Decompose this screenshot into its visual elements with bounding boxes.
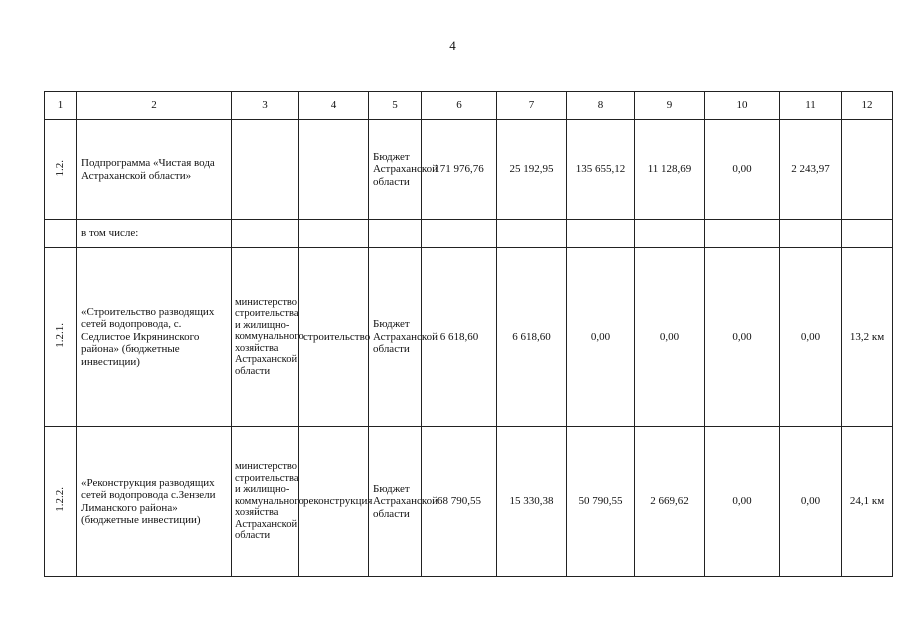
row-number: 1.2. [45, 120, 77, 220]
header-cell: 1 [45, 92, 77, 120]
header-cell: 7 [497, 92, 567, 120]
empty-cell [780, 220, 842, 248]
header-cell: 2 [77, 92, 232, 120]
program-name: «Строительство разводящих сетей водопровода, с. Седлистое Икрянинского района» (бюджетные инвестиции) [77, 248, 232, 427]
program-name: Подпрограмма «Чистая вода Астраханской области» [77, 120, 232, 220]
work-type [299, 120, 369, 220]
header-cell: 5 [369, 92, 422, 120]
funding-source: Бюджет Астраханской области [369, 427, 422, 577]
row-number: 1.2.2. [45, 427, 77, 577]
value-col-11: 0,00 [780, 248, 842, 427]
table-row [45, 427, 893, 577]
value-col-7: 25 192,95 [497, 120, 567, 220]
empty-cell [497, 220, 567, 248]
work-type: реконструкция [299, 427, 369, 577]
empty-cell [422, 220, 497, 248]
value-col-7: 6 618,60 [497, 248, 567, 427]
empty-cell [45, 220, 77, 248]
header-cell: 4 [299, 92, 369, 120]
funding-source: Бюджет Астраханской области [369, 248, 422, 427]
table-row [45, 248, 893, 427]
empty-cell [567, 220, 635, 248]
work-type: строительство [299, 248, 369, 427]
empty-cell [299, 220, 369, 248]
budget-table [44, 91, 893, 577]
value-col-9: 0,00 [635, 248, 705, 427]
value-col-12: 24,1 км [842, 427, 893, 577]
header-row [45, 92, 893, 120]
header-cell: 3 [232, 92, 299, 120]
value-col-8: 135 655,12 [567, 120, 635, 220]
executor [232, 120, 299, 220]
value-col-8: 50 790,55 [567, 427, 635, 577]
value-col-9: 2 669,62 [635, 427, 705, 577]
funding-source: Бюджет Астраханской области [369, 120, 422, 220]
empty-cell [369, 220, 422, 248]
value-col-6: 6 618,60 [422, 248, 497, 427]
table-row [45, 120, 893, 220]
empty-cell [232, 220, 299, 248]
value-col-6: 171 976,76 [422, 120, 497, 220]
header-cell: 9 [635, 92, 705, 120]
value-col-10: 0,00 [705, 427, 780, 577]
value-col-10: 0,00 [705, 120, 780, 220]
header-cell: 11 [780, 92, 842, 120]
header-cell: 10 [705, 92, 780, 120]
empty-cell [635, 220, 705, 248]
subtotal-label: в том числе: [77, 220, 232, 248]
value-col-6: 68 790,55 [422, 427, 497, 577]
value-col-11: 0,00 [780, 427, 842, 577]
executor: министерство строительства и жилищно-коммунального хозяйства Астраханской области [232, 248, 299, 427]
value-col-12: 13,2 км [842, 248, 893, 427]
value-col-8: 0,00 [567, 248, 635, 427]
executor: министерство строительства и жилищно-коммунального хозяйства Астраханской области [232, 427, 299, 577]
table-row [45, 220, 893, 248]
empty-cell [842, 220, 893, 248]
header-cell: 8 [567, 92, 635, 120]
empty-cell [705, 220, 780, 248]
program-name: «Реконструкция разводящих сетей водопровода с.Зензели Лиманского района» (бюджетные инвестиции) [77, 427, 232, 577]
value-col-12 [842, 120, 893, 220]
value-col-11: 2 243,97 [780, 120, 842, 220]
page-number: 4 [449, 38, 456, 53]
header-cell: 12 [842, 92, 893, 120]
header-cell: 6 [422, 92, 497, 120]
value-col-7: 15 330,38 [497, 427, 567, 577]
value-col-9: 11 128,69 [635, 120, 705, 220]
row-number: 1.2.1. [45, 248, 77, 427]
value-col-10: 0,00 [705, 248, 780, 427]
